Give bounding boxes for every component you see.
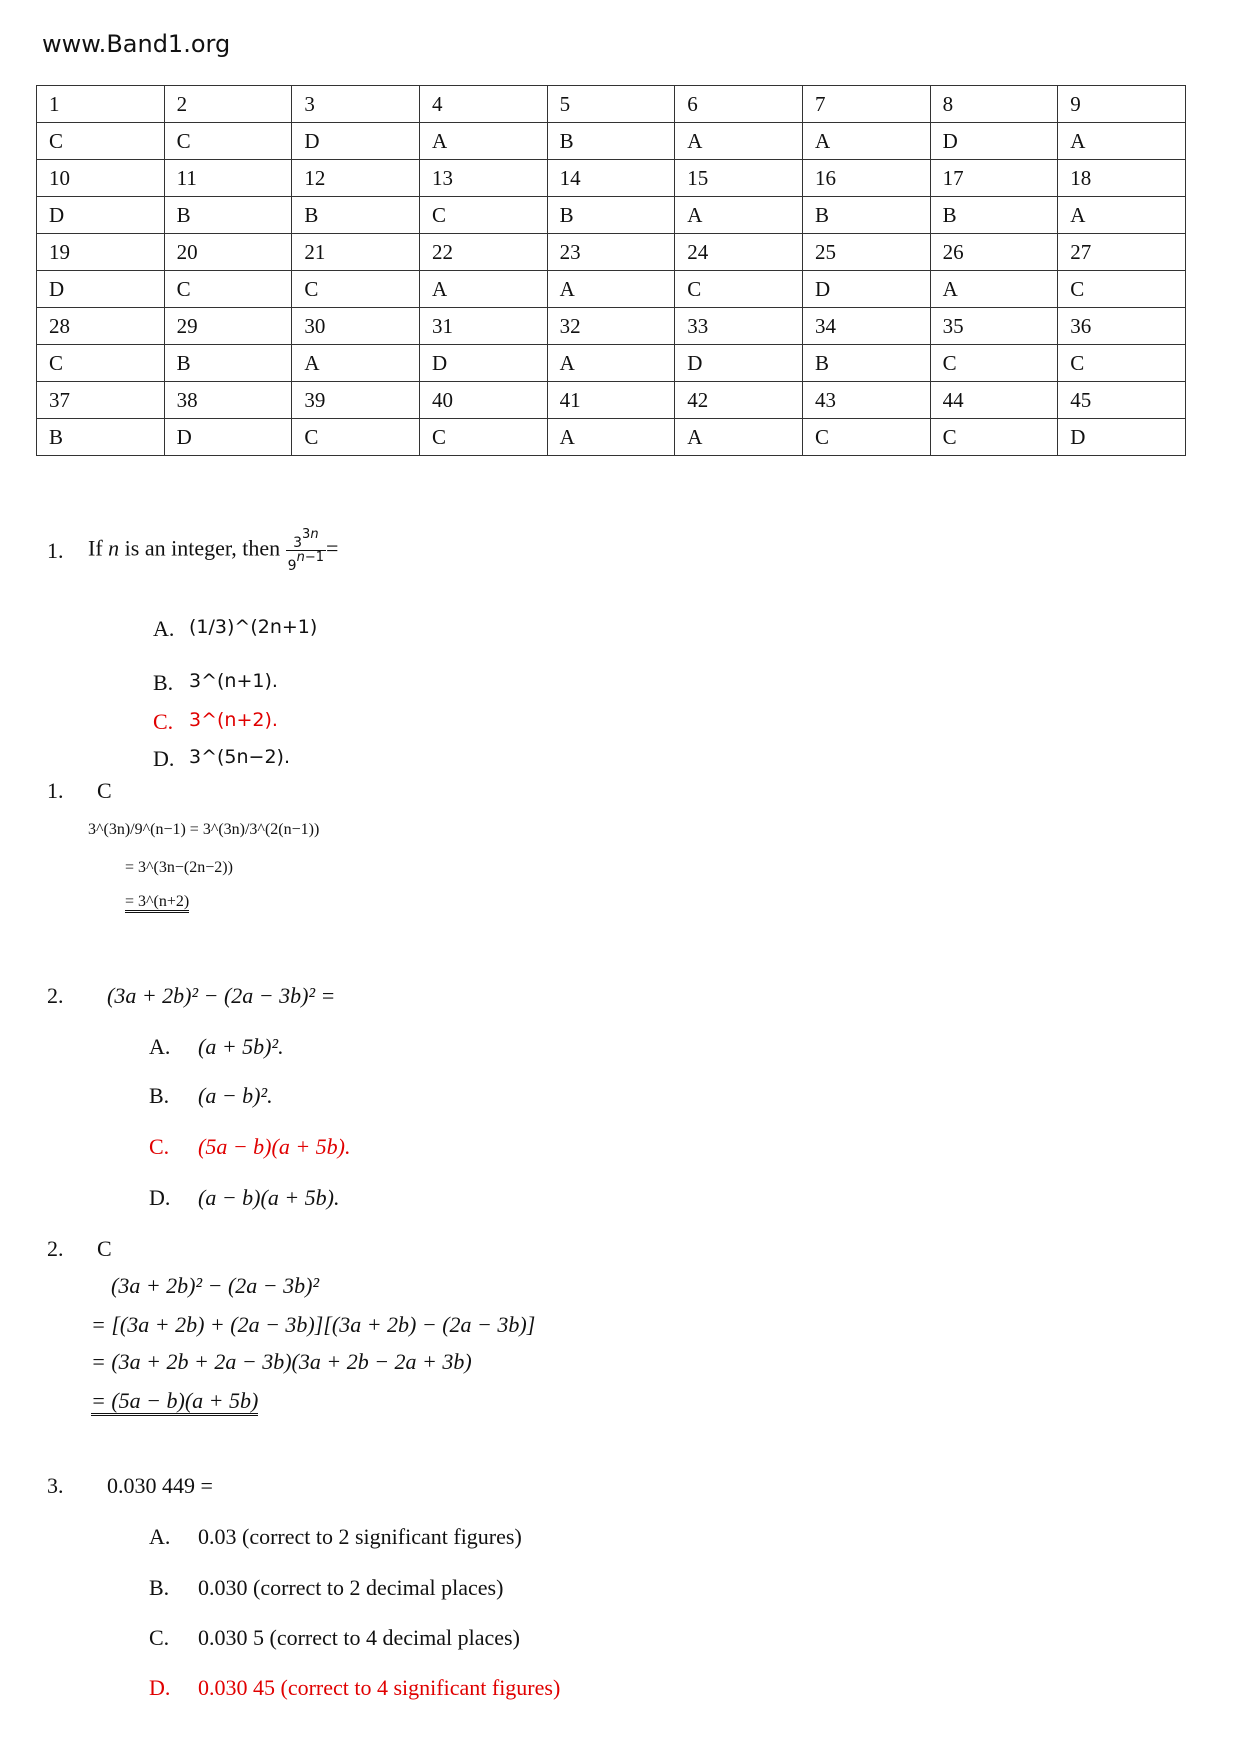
table-cell: D — [419, 345, 547, 382]
answer-table — [36, 85, 1186, 456]
table-cell: C — [1058, 345, 1186, 382]
table-cell: 36 — [1058, 308, 1186, 345]
table-cell: 4 — [419, 86, 547, 123]
table-cell: B — [164, 197, 292, 234]
table-cell: D — [164, 419, 292, 456]
q2-number: 2. — [47, 983, 64, 1008]
table-cell: C — [37, 345, 165, 382]
table-cell: C — [930, 419, 1058, 456]
question-number-row — [37, 308, 1186, 345]
table-cell: 40 — [419, 382, 547, 419]
q1-step-1: 3^(3n)/9^(n−1) = 3^(3n)/3^(2(n−1)) — [88, 821, 320, 838]
table-cell: 27 — [1058, 234, 1186, 271]
table-cell: 24 — [675, 234, 803, 271]
table-cell: 15 — [675, 160, 803, 197]
table-cell: C — [292, 419, 420, 456]
answer-row — [37, 197, 1186, 234]
table-cell: 9 — [1058, 86, 1186, 123]
q1-step-2: = 3^(3n−(2n−2)) — [125, 859, 233, 876]
table-cell: 44 — [930, 382, 1058, 419]
table-cell: 25 — [802, 234, 930, 271]
table-cell: A — [675, 123, 803, 160]
table-cell: 42 — [675, 382, 803, 419]
q3-option-d: D. 0.030 45 (correct to 4 significant figures) — [149, 1675, 561, 1700]
table-cell: 31 — [419, 308, 547, 345]
table-cell: 28 — [37, 308, 165, 345]
q2-option-c-text: (5a − b)(a + 5b). — [198, 1134, 351, 1159]
site-header: www.Band1.org — [42, 30, 231, 58]
answer-row — [37, 345, 1186, 382]
table-cell: A — [802, 123, 930, 160]
table-cell: B — [547, 123, 675, 160]
table-cell: C — [164, 271, 292, 308]
table-cell: D — [37, 271, 165, 308]
q2-step-2: = [(3a + 2b) + (2a − 3b)][(3a + 2b) − (2a − 3b)] — [91, 1312, 536, 1337]
table-cell: 13 — [419, 160, 547, 197]
table-cell: 11 — [164, 160, 292, 197]
q2-answer: 2. C — [47, 1236, 112, 1261]
q2-option-d: D. (a − b)(a + 5b). — [149, 1185, 340, 1210]
table-cell: D — [292, 123, 420, 160]
q2-step-4-text: = (5a − b)(a + 5b) — [91, 1388, 258, 1416]
table-cell: B — [930, 197, 1058, 234]
table-cell: B — [802, 345, 930, 382]
table-cell: D — [37, 197, 165, 234]
q2-option-b-text: (a − b)². — [198, 1083, 273, 1108]
table-cell: 29 — [164, 308, 292, 345]
table-cell: A — [547, 419, 675, 456]
answer-row — [37, 271, 1186, 308]
table-cell: A — [675, 419, 803, 456]
q2-option-a: A. (a + 5b)². — [149, 1034, 284, 1059]
table-cell: 45 — [1058, 382, 1186, 419]
question-number-row — [37, 86, 1186, 123]
table-cell: 19 — [37, 234, 165, 271]
table-cell: 38 — [164, 382, 292, 419]
question-number-row — [37, 160, 1186, 197]
table-cell: B — [802, 197, 930, 234]
table-cell: C — [419, 197, 547, 234]
table-cell: A — [930, 271, 1058, 308]
table-cell: 33 — [675, 308, 803, 345]
table-cell: 7 — [802, 86, 930, 123]
q1-option-d: D. 3^(5n−2). — [153, 746, 291, 771]
answer-row — [37, 419, 1186, 456]
table-cell: 32 — [547, 308, 675, 345]
table-cell: D — [1058, 419, 1186, 456]
table-cell: C — [164, 123, 292, 160]
table-cell: C — [292, 271, 420, 308]
table-cell: C — [37, 123, 165, 160]
table-cell: C — [1058, 271, 1186, 308]
answer-row — [37, 123, 1186, 160]
table-cell: A — [547, 345, 675, 382]
q2-option-d-text: (a − b)(a + 5b). — [198, 1185, 340, 1210]
q2-step-4 — [91, 1390, 258, 1412]
table-cell: B — [37, 419, 165, 456]
table-cell: 5 — [547, 86, 675, 123]
table-cell: A — [419, 123, 547, 160]
table-cell: 22 — [419, 234, 547, 271]
table-cell: 2 — [164, 86, 292, 123]
q1-stem: If n is an integer, then $\frac{3^{3n}}{9^{n-1}}$ = — [88, 527, 339, 574]
table-cell: A — [675, 197, 803, 234]
table-cell: 30 — [292, 308, 420, 345]
q1-option-b: B. 3^(n+1). — [153, 670, 278, 695]
q3-stem: 0.030 449 = — [107, 1473, 213, 1498]
table-cell: D — [802, 271, 930, 308]
q3-number: 3. — [47, 1473, 64, 1498]
table-cell: 21 — [292, 234, 420, 271]
table-cell: 12 — [292, 160, 420, 197]
table-cell: D — [675, 345, 803, 382]
q2-step-1: (3a + 2b)² − (2a − 3b)² — [111, 1273, 320, 1298]
table-cell: 6 — [675, 86, 803, 123]
table-cell: C — [930, 345, 1058, 382]
table-cell: 18 — [1058, 160, 1186, 197]
q3-option-b: B. 0.030 (correct to 2 decimal places) — [149, 1575, 504, 1600]
q1-number: 1. — [47, 538, 64, 563]
q1-option-d-text: 3^(5n−2). — [189, 746, 291, 768]
table-cell: A — [419, 271, 547, 308]
table-cell: 35 — [930, 308, 1058, 345]
q1-step-3-text: = 3^(n+2) — [125, 893, 189, 913]
question-number-row — [37, 234, 1186, 271]
table-cell: B — [547, 197, 675, 234]
q1-option-b-text: 3^(n+1). — [189, 670, 278, 692]
table-cell: 39 — [292, 382, 420, 419]
q3-option-c: C. 0.030 5 (correct to 4 decimal places) — [149, 1625, 520, 1650]
q2-step-3: = (3a + 2b + 2a − 3b)(3a + 2b − 2a + 3b) — [91, 1349, 472, 1374]
table-cell: 41 — [547, 382, 675, 419]
table-cell: C — [675, 271, 803, 308]
table-cell: 8 — [930, 86, 1058, 123]
table-cell: 20 — [164, 234, 292, 271]
q2-option-c: C. (5a − b)(a + 5b). — [149, 1134, 351, 1159]
table-cell: C — [419, 419, 547, 456]
table-cell: B — [292, 197, 420, 234]
table-cell: 17 — [930, 160, 1058, 197]
table-cell: 34 — [802, 308, 930, 345]
q1-option-c-text: 3^(n+2). — [189, 709, 278, 731]
q2-option-a-text: (a + 5b)². — [198, 1034, 284, 1059]
q1-step-3 — [125, 894, 189, 910]
q1-option-a: A. (1/3)^(2n+1) — [153, 616, 318, 641]
table-cell: 14 — [547, 160, 675, 197]
table-cell: 23 — [547, 234, 675, 271]
table-cell: A — [1058, 123, 1186, 160]
q3-option-a: A. 0.03 (correct to 2 significant figures) — [149, 1524, 522, 1549]
table-cell: 16 — [802, 160, 930, 197]
q2-stem: (3a + 2b)² − (2a − 3b)² = — [107, 983, 336, 1008]
table-cell: 3 — [292, 86, 420, 123]
table-cell: A — [292, 345, 420, 382]
table-cell: A — [547, 271, 675, 308]
q1-option-c: C. 3^(n+2). — [153, 709, 278, 734]
table-cell: C — [802, 419, 930, 456]
table-cell: A — [1058, 197, 1186, 234]
table-cell: 43 — [802, 382, 930, 419]
question-number-row — [37, 382, 1186, 419]
table-cell: 37 — [37, 382, 165, 419]
table-cell: 10 — [37, 160, 165, 197]
table-cell: B — [164, 345, 292, 382]
table-cell: 26 — [930, 234, 1058, 271]
q1-answer: 1. C — [47, 778, 112, 803]
table-cell: D — [930, 123, 1058, 160]
q2-option-b: B. (a − b)². — [149, 1083, 273, 1108]
q1-option-a-text: (1/3)^(2n+1) — [189, 616, 318, 638]
table-cell: 1 — [37, 86, 165, 123]
